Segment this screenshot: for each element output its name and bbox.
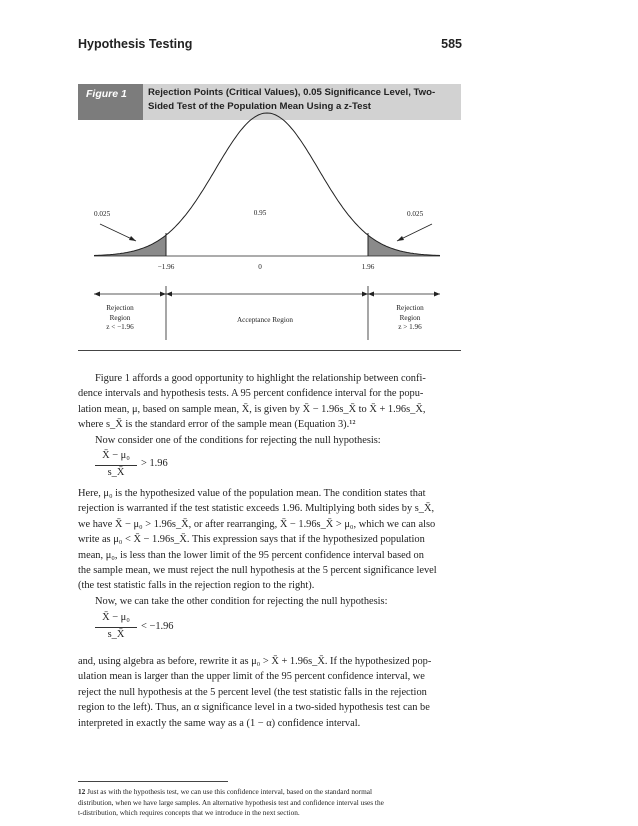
footnote-text: Just as with the hypothesis test, we can use this confidence interval, based on the standard normal <box>87 787 373 796</box>
footnote-line: distribution, when we have large samples. An alternative hypothesis test and confidence interval uses the <box>78 797 384 807</box>
arrow-head <box>362 292 368 297</box>
text-line: rejection is warranted if the test statistic exceeds 1.96. Multiplying both sides by s_X̄, <box>78 503 435 515</box>
text-line: region to the left). Thus, an α significance level in a two-sided hypothesis test can be <box>78 702 430 714</box>
text-line: Figure 1 affords a good opportunity to highlight the relationship between confi- <box>95 373 426 384</box>
figure-bottom-rule <box>78 350 461 351</box>
axis-label-center: 0 <box>258 263 262 271</box>
page-number: 585 <box>441 37 462 51</box>
text-line: lation mean, μ, based on sample mean, X̄, is given by X̄ − 1.96s_X̄ to X̄ + 1.96s_X̄, <box>78 403 426 415</box>
region-label-line: Rejection <box>106 304 134 312</box>
arrow-head <box>166 292 172 297</box>
text-line: (the test statistic falls in the rejection region to the right). <box>78 580 315 592</box>
center-probability: 0.95 <box>253 209 267 217</box>
text-line: and, using algebra as before, rewrite it as μ₀ > X̄ + 1.96s_X̄. If the hypothesized pop- <box>78 656 432 667</box>
region-label-line: Rejection <box>396 304 424 312</box>
arrow-head <box>94 292 100 297</box>
equation-2-fraction-bar <box>95 627 137 628</box>
axis-label-right: 1.96 <box>361 263 375 271</box>
bell-curve <box>94 113 440 256</box>
arrow-head <box>434 292 440 297</box>
paragraph-3 <box>78 486 461 594</box>
figure-title-line: Sided Test of the Population Mean Using a z-Test <box>148 101 371 112</box>
text-line: write as μ₀ < X̄ − 1.96s_X̄. This expression says that if the hypothesized population <box>78 534 425 546</box>
left-tail-probability: 0.025 <box>94 210 111 218</box>
left-pointer-head <box>129 236 136 241</box>
region-label-line: z < −1.96 <box>106 323 134 331</box>
equation-2-denominator: s_X̄ <box>107 629 125 640</box>
right-tail-shade <box>368 235 440 256</box>
right-pointer-head <box>397 236 404 241</box>
figure-label: Figure 1 <box>78 84 143 120</box>
text-line: mean, μ₀, is less than the lower limit of the 95 percent confidence interval based on <box>78 549 424 561</box>
footnote-number: 12 <box>78 787 86 796</box>
acceptance-region-label: Acceptance Region <box>236 316 294 324</box>
equation-1-denominator: s_X̄ <box>107 467 125 478</box>
footnote-rule <box>78 781 228 782</box>
paragraph-1 <box>78 371 461 433</box>
footnote-line: t-distribution, which requires concepts that we introduce in the next section. <box>78 808 300 818</box>
text-line: interpreted in exactly the same way as a (1 − α) confidence interval. <box>78 717 361 729</box>
right-rejection-region-label <box>380 304 440 333</box>
footnote <box>78 787 461 819</box>
left-rejection-region-label <box>90 304 150 333</box>
text-line: ulation mean is larger than the upper limit of the 95 percent confidence interval, we <box>78 671 425 683</box>
equation-1-rhs: > 1.96 <box>141 458 168 469</box>
region-label-line: Region <box>109 313 131 322</box>
region-label-line: z > 1.96 <box>398 323 422 331</box>
paragraph-4: Now, we can take the other condition for rejecting the null hypothesis: <box>95 596 388 607</box>
text-line: where s_X̄ is the standard error of the sample mean (Equation 3).¹² <box>78 419 356 431</box>
equation-1-numerator: X̄ − μ₀ <box>102 450 130 461</box>
text-line: the sample mean, we must reject the null hypothesis at the 5 percent significance level <box>78 565 437 577</box>
region-label-line: Region <box>399 313 421 322</box>
running-title: Hypothesis Testing <box>78 37 193 51</box>
equation-2-rhs: < −1.96 <box>141 621 174 632</box>
paragraph-5 <box>78 654 461 731</box>
right-tail-probability: 0.025 <box>407 210 424 218</box>
equation-2-numerator: X̄ − μ₀ <box>102 612 130 623</box>
footnote-line <box>78 787 461 798</box>
text-line: Here, μ₀ is the hypothesized value of the population mean. The condition states that <box>78 488 426 499</box>
paragraph-2: Now consider one of the conditions for rejecting the null hypothesis: <box>95 435 381 446</box>
arrow-head <box>160 292 166 297</box>
text-line: we have X̄ − μ₀ > 1.96s_X̄, or after rearranging, X̄ − 1.96s_X̄ > μ₀, which we can also <box>78 518 436 530</box>
text-line: dence intervals and hypothesis tests. A 95 percent confidence interval for the popu- <box>78 388 424 400</box>
axis-label-left: −1.96 <box>157 263 175 271</box>
equation-1-fraction-bar <box>95 465 137 466</box>
text-line: reject the null hypothesis at the 5 percent level (the test statistic falls in the rejection <box>78 686 427 698</box>
figure-title-line: Rejection Points (Critical Values), 0.05 Significance Level, Two- <box>148 87 436 98</box>
arrow-head <box>368 292 374 297</box>
